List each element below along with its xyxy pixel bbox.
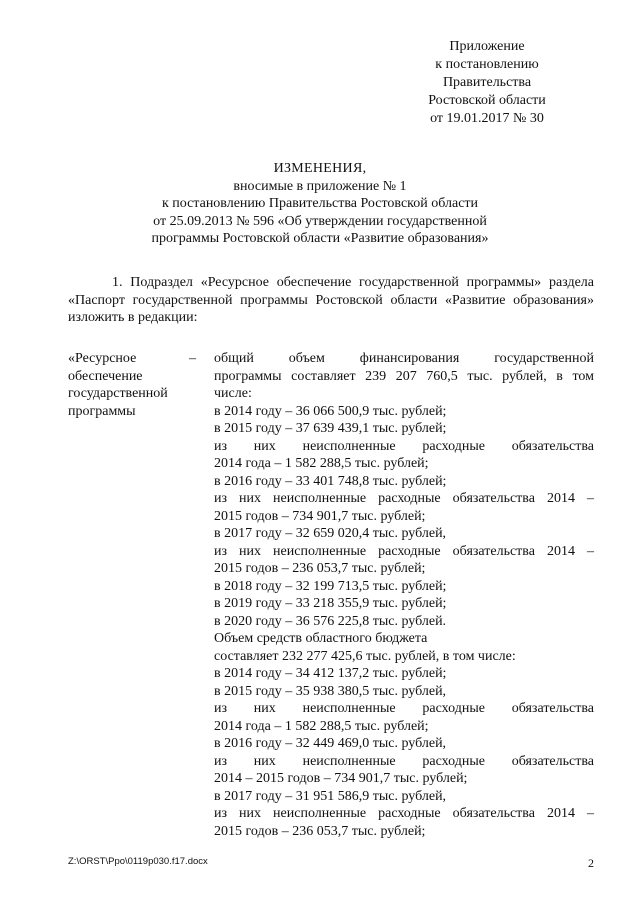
appendix-line: от 19.01.2017 № 30 <box>430 111 544 126</box>
content-line: из них неисполненные расходные обязательства 2014 – <box>214 543 594 559</box>
paragraph-1: 1. Подраздел «Ресурсное обеспечение государственной программы» раздела «Паспорт государственной программы Ростовской области «Развитие образования» изложить в редакции: <box>68 275 594 326</box>
content-line: из них неисполненные расходные обязательства <box>214 438 594 454</box>
page-footer <box>68 856 594 871</box>
section-label-line: программы <box>68 403 136 419</box>
content-line: в 2017 году – 31 951 586,9 тыс. рублей, <box>214 788 447 804</box>
content-line: числе: <box>214 386 252 401</box>
section-label-first-row <box>68 350 196 368</box>
content-line: в 2016 году – 32 449 469,0 тыс. рублей, <box>214 736 447 751</box>
content-line: 2014 года – 1 582 288,5 тыс. рублей; <box>214 718 429 734</box>
content-line: 2015 годов – 236 053,7 тыс. рублей; <box>214 561 426 576</box>
heading-title: ИЗМЕНЕНИЯ, <box>273 161 367 176</box>
content-line: в 2019 году – 33 218 355,9 тыс. рублей; <box>214 596 447 611</box>
file-path: Z:\ORST\Ppo\0119p030.f17.docx <box>68 856 208 867</box>
appendix-line: к постановлению <box>435 57 539 72</box>
content-line: общий объем финансирования государственной <box>214 351 594 366</box>
heading-line: программы Ростовской области «Развитие образования» <box>151 231 489 246</box>
heading-line: к постановлению Правительства Ростовской области <box>161 196 479 211</box>
content-line: в 2014 году – 36 066 500,9 тыс. рублей; <box>214 403 447 419</box>
content-line: 2015 годов – 734 901,7 тыс. рублей; <box>214 508 426 524</box>
content-line: в 2020 году – 36 576 225,8 тыс. рублей. <box>214 613 447 629</box>
content-line: 2014 года – 1 582 288,5 тыс. рублей; <box>214 456 429 471</box>
heading-line: вносимые в приложение № 1 <box>233 178 407 194</box>
appendix-block <box>382 38 592 128</box>
content-line: в 2015 году – 37 639 439,1 тыс. рублей; <box>214 421 447 436</box>
content-line: из них неисполненные расходные обязательства <box>214 753 594 769</box>
content-line: Объем средств областного бюджета <box>214 631 428 646</box>
content-line: в 2014 году – 34 412 137,2 тыс. рублей; <box>214 666 447 681</box>
appendix-line: Ростовской области <box>428 93 546 108</box>
section-label-first: «Ресурсное <box>68 351 137 366</box>
page-number: 2 <box>588 856 594 870</box>
section-label <box>68 350 196 420</box>
funding-content <box>214 350 594 840</box>
content-line: программы составляет 239 207 760,5 тыс. рублей, в том <box>214 368 594 384</box>
section-label-line: обеспечение <box>68 368 143 384</box>
section-label-line: государственной <box>68 386 168 401</box>
content-line: составляет 232 277 425,6 тыс. рублей, в том числе: <box>214 648 516 664</box>
content-line: в 2015 году – 35 938 380,5 тыс. рублей, <box>214 683 447 699</box>
content-line: из них неисполненные расходные обязательства 2014 – <box>214 491 594 506</box>
section-label-dash: – <box>189 351 196 366</box>
appendix-line: Правительства <box>442 75 532 90</box>
content-line: в 2016 году – 33 401 748,8 тыс. рублей; <box>214 473 447 489</box>
content-line: из них неисполненные расходные обязательства 2014 – <box>214 806 594 821</box>
content-line: 2015 годов – 236 053,7 тыс. рублей; <box>214 823 426 839</box>
content-line: 2014 – 2015 годов – 734 901,7 тыс. рублей; <box>214 771 468 786</box>
heading-line: от 25.09.2013 № 596 «Об утверждении государственной <box>153 213 487 229</box>
document-heading <box>0 160 640 248</box>
content-line: из них неисполненные расходные обязательства <box>214 701 594 716</box>
appendix-line: Приложение <box>449 39 525 54</box>
content-line: в 2018 году – 32 199 713,5 тыс. рублей; <box>214 578 447 594</box>
content-line: в 2017 году – 32 659 020,4 тыс. рублей, <box>214 526 447 541</box>
